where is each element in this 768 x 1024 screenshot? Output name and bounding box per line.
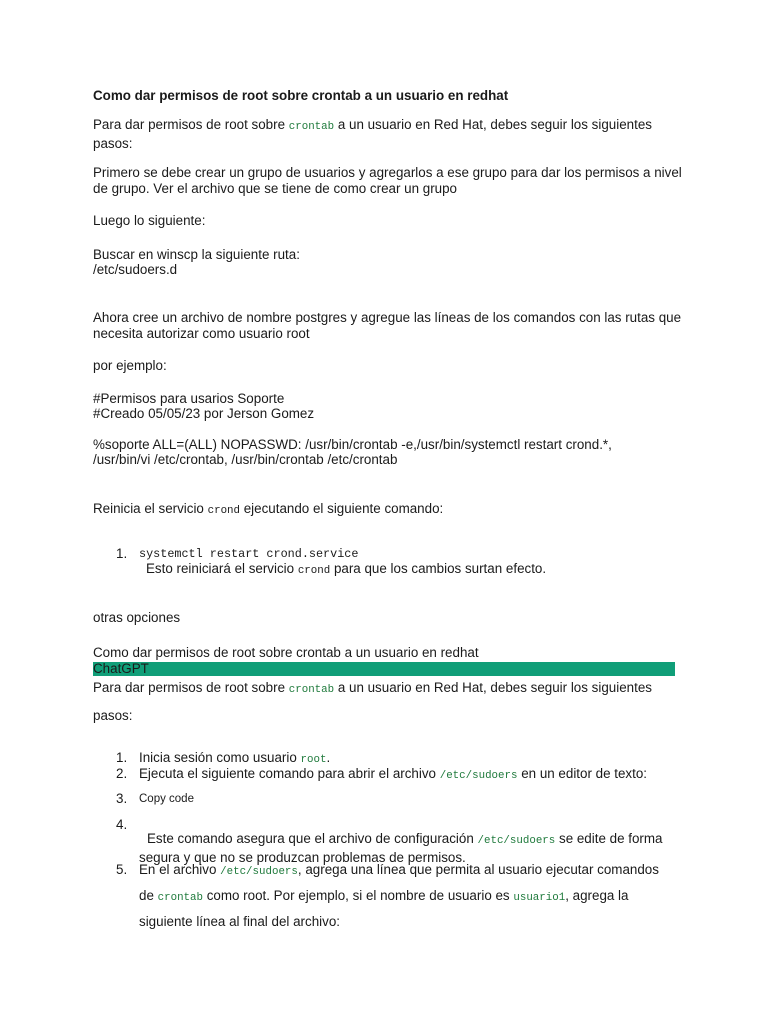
step-5-l2-before: de	[139, 888, 158, 903]
group-paragraph: Primero se debe crear un grupo de usuarios y agregarlos a ese grupo para dar los permisos a nivel de grupo. Ver el archivo que se tiene de como crear un grupo	[93, 165, 682, 196]
buscar-paragraph: Buscar en winscp la siguiente ruta:	[93, 247, 300, 262]
ejemplo-paragraph: por ejemplo:	[93, 358, 167, 373]
restart-note-before: Esto reiniciará el servicio	[146, 561, 298, 576]
list-item	[93, 862, 683, 932]
restart-note-after: para que los cambios surtan efecto.	[330, 561, 547, 576]
step-2-before: Ejecuta el siguiente comando para abrir el archivo	[139, 766, 440, 781]
copy-code-button[interactable]: Copy code	[139, 793, 194, 805]
otras-opciones: otras opciones	[93, 610, 181, 625]
list-item	[93, 750, 683, 766]
comment-line-2: #Creado 05/05/23 por Jerson Gomez	[93, 406, 315, 421]
intro-text-before: Para dar permisos de root sobre	[93, 117, 289, 132]
code-etc-sudoers: /etc/sudoers	[439, 770, 518, 782]
sudo-line-2: /usr/bin/vi /etc/crontab, /usr/bin/crontab /etc/crontab	[93, 452, 398, 467]
list-item	[93, 546, 683, 578]
list-item	[93, 817, 683, 865]
command-systemctl: systemctl restart crond.service	[139, 547, 359, 561]
step-5-line-1	[139, 862, 687, 881]
step-2-after: en un editor de texto:	[517, 766, 648, 781]
sudoers-d-path: /etc/sudoers.d	[93, 262, 178, 277]
step-5-l1-after: , agrega una línea que permita al usuario ejecutar comandos	[297, 862, 659, 877]
step-2-text	[139, 766, 687, 785]
step-4-text	[139, 831, 687, 865]
pasos-paragraph: pasos:	[93, 708, 133, 723]
code-etc-sudoers-2: /etc/sudoers	[477, 835, 556, 847]
list-number: 2.	[116, 766, 128, 781]
comment-line-1: #Permisos para usarios Soporte	[93, 391, 285, 406]
code-crontab-3: crontab	[157, 892, 203, 904]
ahora-paragraph: Ahora cree un archivo de nombre postgres y agregue las líneas de los comandos con las rutas que necesita autorizar como usuario root	[93, 310, 682, 341]
list-number: 5.	[116, 862, 128, 877]
chatgpt-label: ChatGPT	[93, 661, 149, 676]
list-item	[93, 766, 683, 782]
code-usuario1: usuario1	[513, 892, 566, 904]
code-crontab: crontab	[288, 121, 335, 133]
intro-paragraph-2	[93, 680, 683, 699]
sudo-line-1: %soporte ALL=(ALL) NOPASSWD: /usr/bin/crontab -e,/usr/bin/systemctl restart crond.*,	[93, 437, 612, 452]
code-etc-sudoers-3: /etc/sudoers	[220, 866, 298, 878]
step-5-line-3: siguiente línea al final del archivo:	[139, 914, 340, 929]
second-title: Como dar permisos de root sobre crontab a un usuario en redhat	[93, 645, 479, 660]
luego-paragraph: Luego lo siguiente:	[93, 213, 206, 228]
intro2-text-before: Para dar permisos de root sobre	[93, 680, 289, 695]
intro-paragraph	[93, 117, 683, 151]
step-5-l2-after: , agrega la	[565, 888, 629, 903]
reinicia-text-after: ejecutando el siguiente comando:	[240, 501, 444, 516]
list-number: 1.	[116, 750, 128, 765]
code-crontab-2: crontab	[288, 684, 335, 696]
code-crond-note: crond	[297, 565, 331, 577]
list-number: 3.	[116, 791, 128, 806]
step-4-after: se edite de forma segura y que no se produzcan problemas de permisos.	[139, 831, 663, 865]
step-4-before: Este comando asegura que el archivo de configuración	[147, 831, 478, 846]
list-number: 4.	[116, 817, 128, 832]
chatgpt-label-bar	[93, 662, 675, 676]
step-5-l1-before: En el archivo	[139, 862, 221, 877]
step-1-before: Inicia sesión como usuario	[139, 750, 301, 765]
code-crond: crond	[207, 505, 241, 517]
step-5-l2-mid: como root. Por ejemplo, si el nombre de usuario es	[202, 888, 514, 903]
intro-text-after: a un usuario en Red Hat, debes seguir los siguientes pasos:	[93, 117, 652, 151]
restart-note	[146, 561, 694, 580]
code-root: root	[300, 754, 327, 766]
step-5-line-2	[139, 888, 687, 907]
intro2-text-after: a un usuario en Red Hat, debes seguir los siguientes	[334, 680, 652, 695]
list-number: 1.	[116, 546, 128, 561]
step-1-after: .	[326, 750, 331, 765]
reinicia-paragraph	[93, 501, 683, 520]
page-title: Como dar permisos de root sobre crontab a un usuario en redhat	[93, 88, 509, 103]
reinicia-text-before: Reinicia el servicio	[93, 501, 208, 516]
list-item	[93, 791, 683, 807]
